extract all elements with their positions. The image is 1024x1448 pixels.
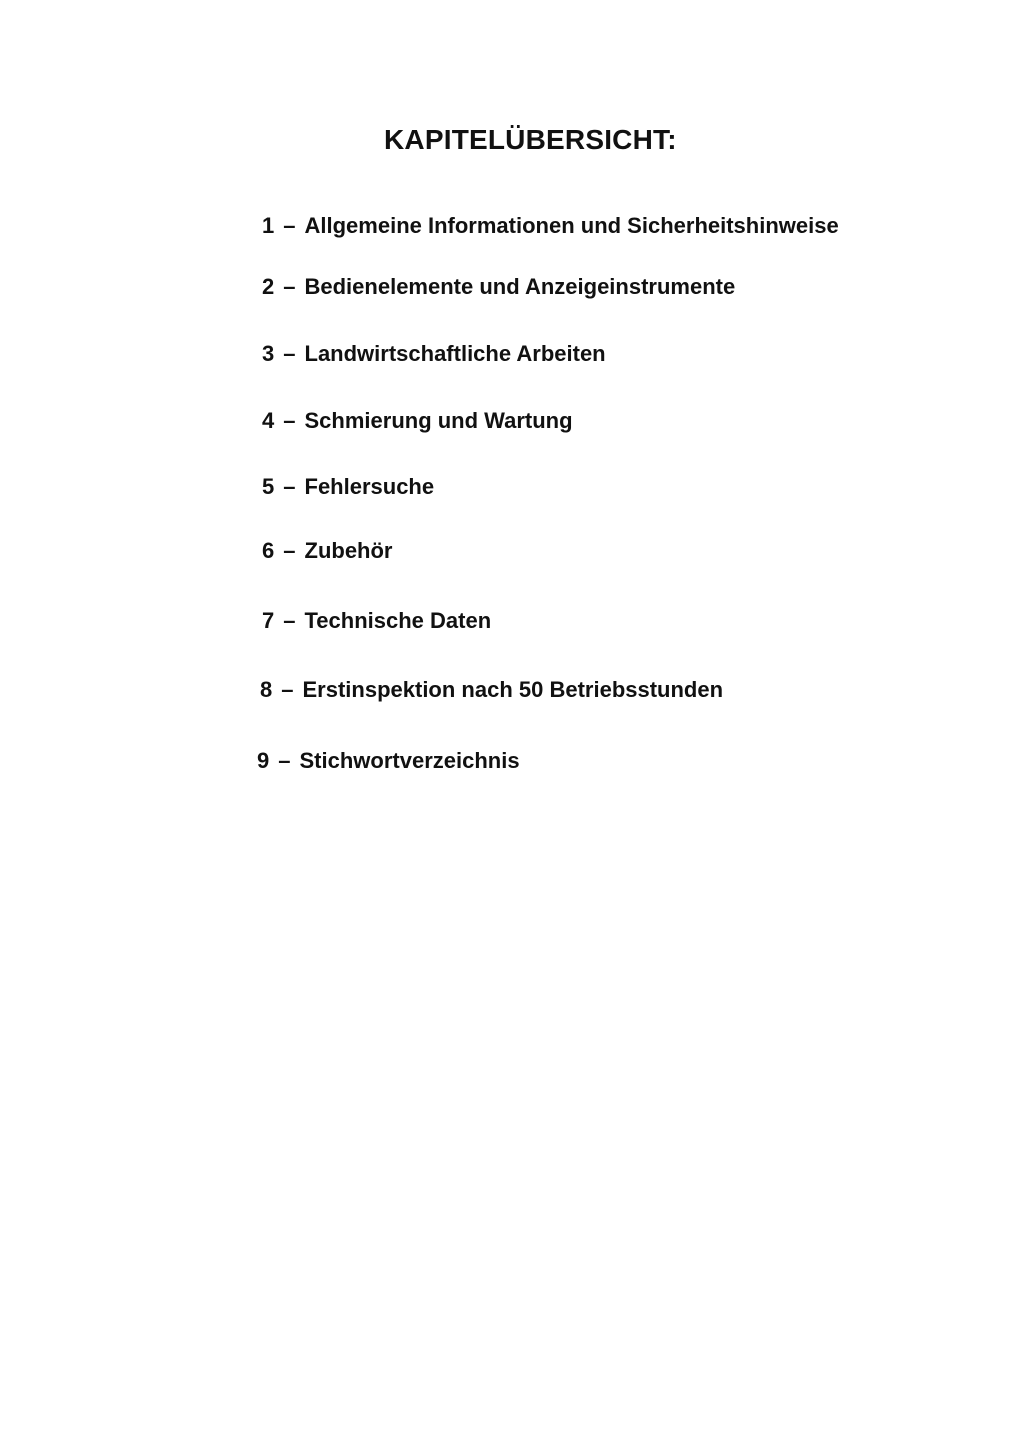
- toc-entry-label: Technische Daten: [304, 608, 492, 633]
- toc-entry-separator: –: [278, 748, 291, 773]
- toc-entry-separator: –: [283, 213, 296, 238]
- toc-entry: [262, 213, 839, 239]
- toc-entry-label: Landwirtschaftliche Arbeiten: [304, 341, 606, 366]
- toc-entry: [262, 608, 491, 634]
- toc-entry-number: 9: [257, 748, 270, 773]
- toc-entry-label: Erstinspektion nach 50 Betriebsstunden: [302, 677, 724, 702]
- toc-entry-number: 3: [262, 341, 275, 366]
- toc-entry-separator: –: [283, 538, 296, 563]
- toc-entry-number: 5: [262, 474, 275, 499]
- toc-entry-separator: –: [283, 408, 296, 433]
- toc-entry: [262, 408, 573, 434]
- toc-entry-number: 8: [260, 677, 273, 702]
- toc-entry: [262, 474, 434, 500]
- page-title: KAPITELÜBERSICHT:: [384, 124, 677, 155]
- toc-entry: [260, 677, 723, 703]
- toc-entry-label: Allgemeine Informationen und Sicherheitshinweise: [304, 213, 839, 238]
- toc-entry-label: Zubehör: [304, 538, 393, 563]
- toc-entry-label: Stichwortverzeichnis: [299, 748, 520, 773]
- toc-entry-number: 6: [262, 538, 275, 563]
- toc-entry: [262, 538, 393, 564]
- toc-entry-number: 4: [262, 408, 275, 433]
- toc-entry-separator: –: [283, 341, 296, 366]
- toc-entry: [262, 341, 606, 367]
- toc-entry-separator: –: [283, 608, 296, 633]
- toc-entry-label: Schmierung und Wartung: [304, 408, 573, 433]
- toc-entry-label: Fehlersuche: [304, 474, 435, 499]
- toc-entry-separator: –: [283, 274, 296, 299]
- toc-entry-separator: –: [283, 474, 296, 499]
- toc-entry-number: 7: [262, 608, 275, 633]
- toc-entry-separator: –: [281, 677, 294, 702]
- toc-entry-number: 2: [262, 274, 275, 299]
- toc-entry: [262, 274, 735, 300]
- toc-entry-label: Bedienelemente und Anzeigeinstrumente: [304, 274, 736, 299]
- toc-entry-number: 1: [262, 213, 275, 238]
- toc-entry: [257, 748, 520, 774]
